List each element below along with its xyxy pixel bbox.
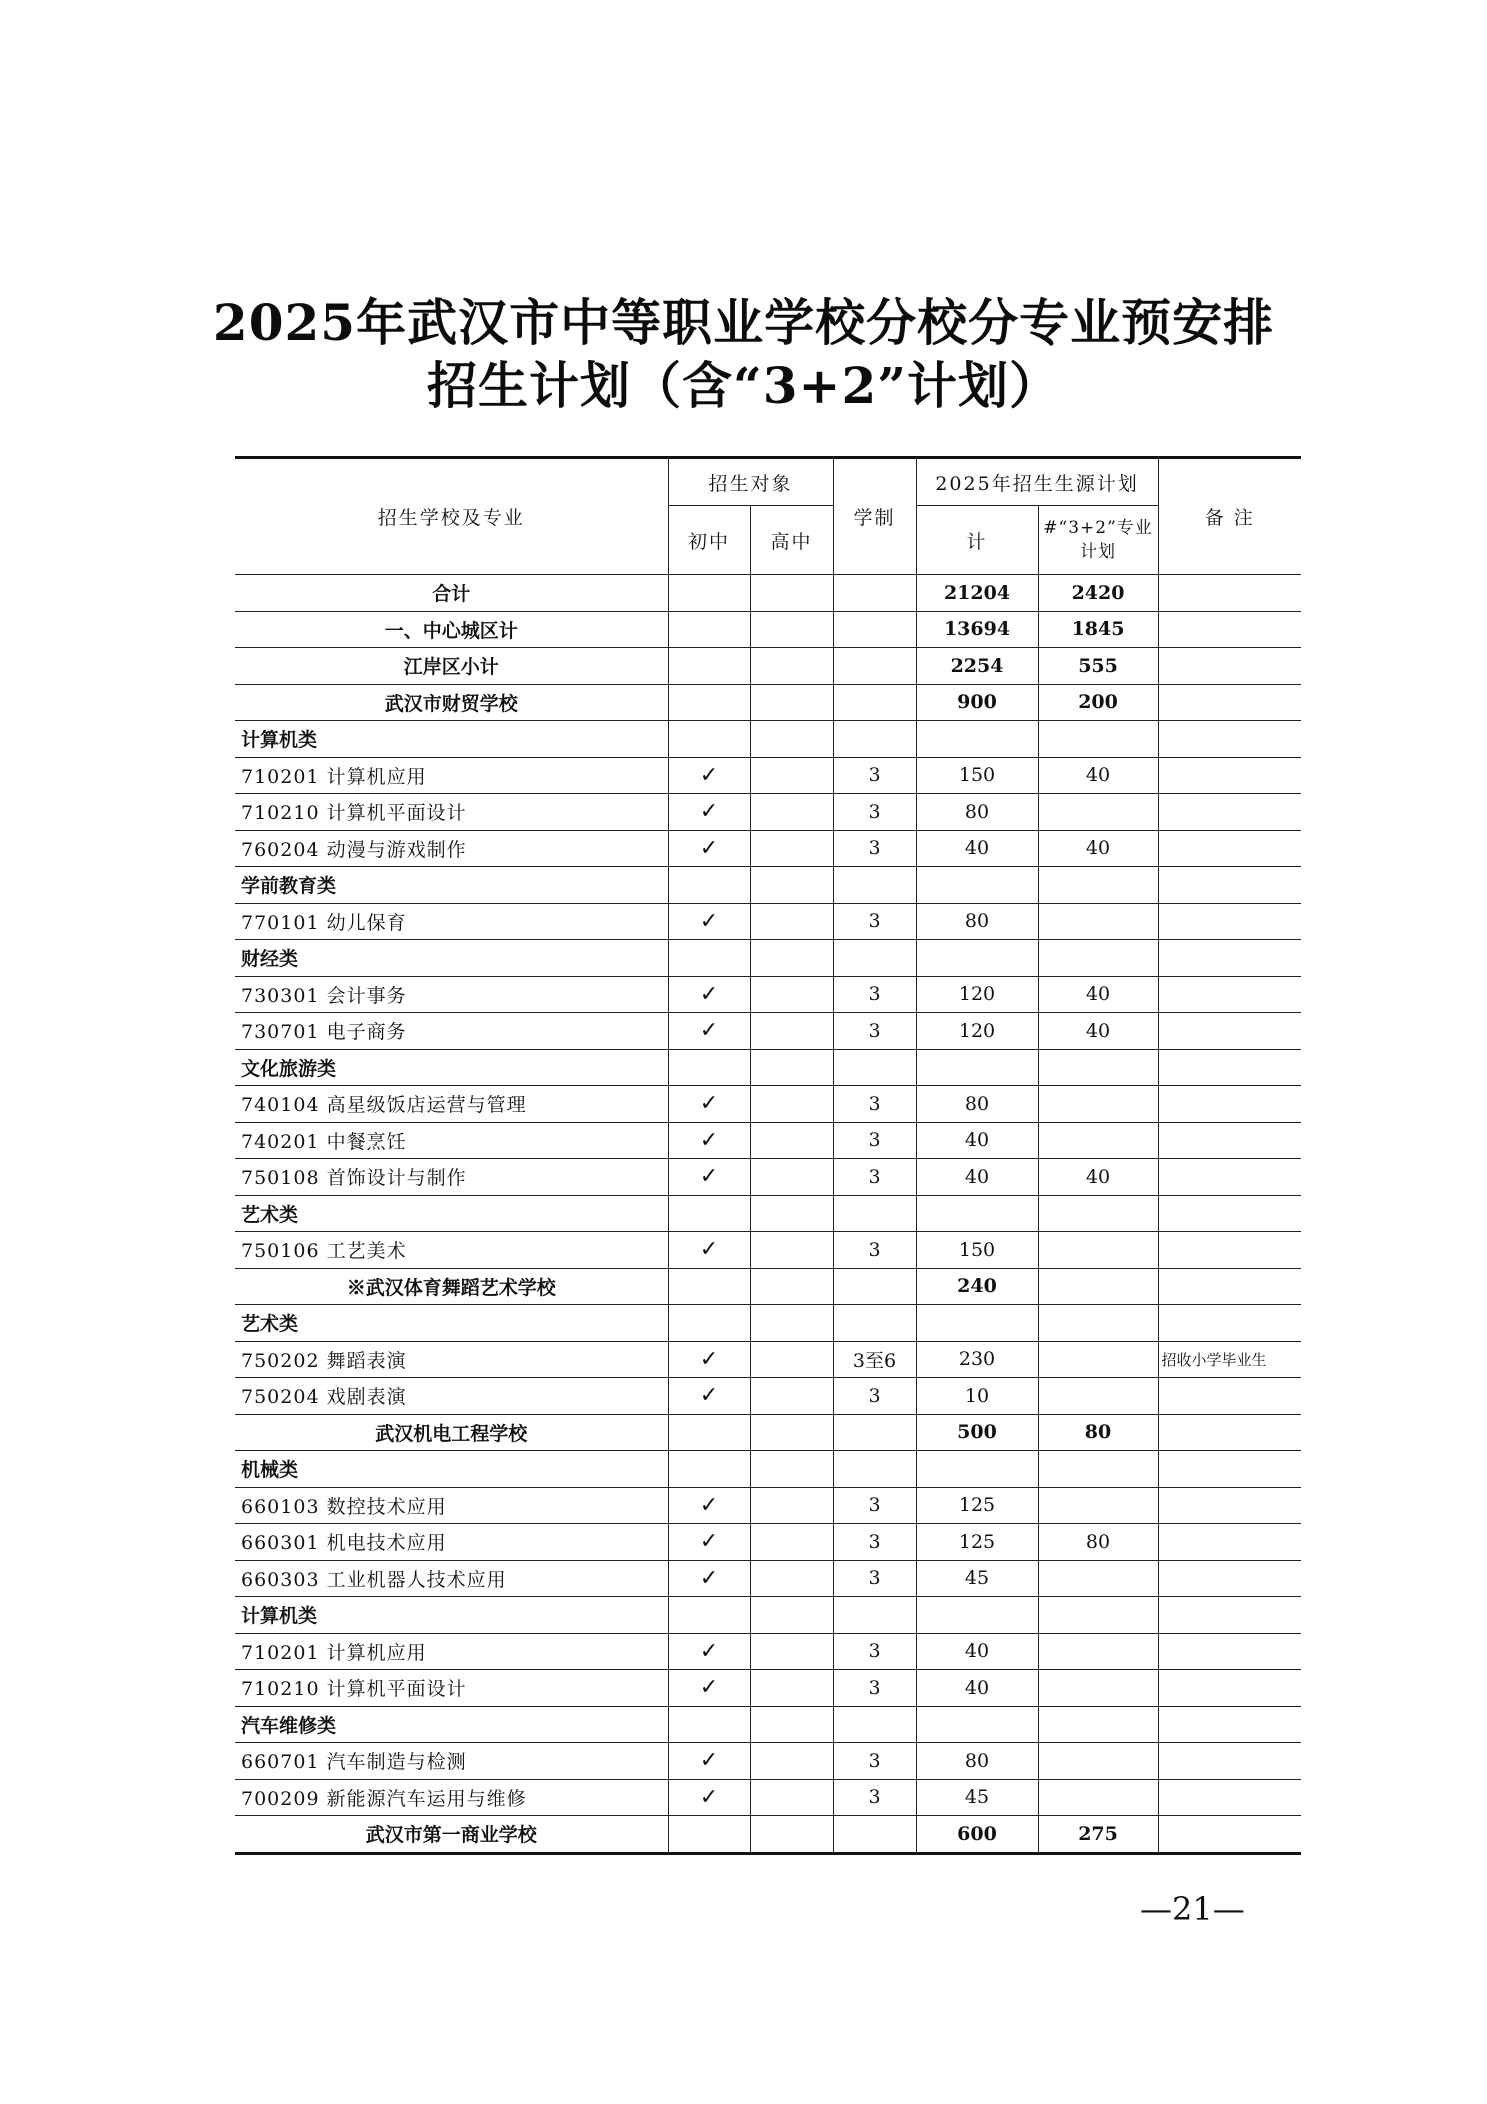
cell-years: 3 [833, 1232, 916, 1269]
cell-plan32 [1038, 903, 1158, 940]
cell-senior [750, 1487, 833, 1524]
row-name: 710201 计算机应用 [235, 757, 668, 794]
cell-plan32 [1038, 1706, 1158, 1743]
table-row-major [235, 794, 1301, 831]
cell-junior: ✓ [668, 1013, 750, 1050]
cell-senior [750, 903, 833, 940]
cell-remark [1158, 940, 1301, 977]
cell-remark [1158, 1049, 1301, 1086]
cell-plan32 [1038, 1268, 1158, 1305]
cell-plan32 [1038, 1378, 1158, 1415]
cell-total: 40 [916, 1670, 1038, 1707]
cell-years: 3 [833, 1159, 916, 1196]
row-name: 机械类 [235, 1451, 668, 1488]
cell-total: 40 [916, 1159, 1038, 1196]
table-row-category [235, 1305, 1301, 1342]
cell-remark [1158, 867, 1301, 904]
table-row-major [235, 1524, 1301, 1561]
cell-junior [668, 940, 750, 977]
cell-junior: ✓ [668, 1670, 750, 1707]
table-row-summary [235, 648, 1301, 685]
table-row-summary [235, 611, 1301, 648]
cell-total [916, 1195, 1038, 1232]
table-row-major [235, 1633, 1301, 1670]
table-row-category [235, 1049, 1301, 1086]
cell-plan32 [1038, 1451, 1158, 1488]
cell-total [916, 1305, 1038, 1342]
cell-junior: ✓ [668, 976, 750, 1013]
cell-senior [750, 1524, 833, 1561]
cell-junior [668, 1305, 750, 1342]
cell-remark [1158, 1779, 1301, 1816]
header-junior: 初中 [668, 506, 750, 575]
cell-total: 80 [916, 794, 1038, 831]
cell-senior [750, 940, 833, 977]
row-name: 艺术类 [235, 1195, 668, 1232]
table-row-summary [235, 684, 1301, 721]
cell-senior [750, 794, 833, 831]
cell-plan32 [1038, 1086, 1158, 1123]
cell-junior: ✓ [668, 1086, 750, 1123]
table-row-major [235, 1487, 1301, 1524]
page-number: —21— [1140, 1890, 1245, 1928]
table-row-category [235, 1451, 1301, 1488]
table-row-category [235, 940, 1301, 977]
cell-total [916, 1049, 1038, 1086]
row-name: 学前教育类 [235, 867, 668, 904]
row-name: 汽车维修类 [235, 1706, 668, 1743]
cell-senior [750, 1816, 833, 1854]
cell-plan32: 275 [1038, 1816, 1158, 1854]
cell-plan32 [1038, 1487, 1158, 1524]
cell-senior [750, 721, 833, 758]
cell-plan32 [1038, 1049, 1158, 1086]
cell-junior: ✓ [668, 794, 750, 831]
cell-plan32 [1038, 1122, 1158, 1159]
header-target: 招生对象 [668, 458, 833, 506]
cell-remark [1158, 794, 1301, 831]
table-row-major [235, 1013, 1301, 1050]
cell-plan32: 40 [1038, 1159, 1158, 1196]
cell-senior [750, 976, 833, 1013]
cell-years [833, 721, 916, 758]
cell-senior [750, 1451, 833, 1488]
cell-remark [1158, 757, 1301, 794]
row-name: 740104 高星级饭店运营与管理 [235, 1086, 668, 1123]
cell-senior [750, 1049, 833, 1086]
cell-remark [1158, 611, 1301, 648]
cell-total: 120 [916, 1013, 1038, 1050]
table-row-category [235, 1195, 1301, 1232]
cell-senior [750, 684, 833, 721]
cell-remark [1158, 1414, 1301, 1451]
cell-remark [1158, 1451, 1301, 1488]
cell-plan32 [1038, 1341, 1158, 1378]
table-row-category [235, 721, 1301, 758]
cell-years [833, 1706, 916, 1743]
cell-plan32 [1038, 721, 1158, 758]
cell-plan32: 80 [1038, 1414, 1158, 1451]
cell-years [833, 1414, 916, 1451]
row-name: 740201 中餐烹饪 [235, 1122, 668, 1159]
row-name: ※武汉体育舞蹈艺术学校 [235, 1268, 668, 1305]
table-body [235, 575, 1301, 1854]
cell-senior [750, 1232, 833, 1269]
table-row-major [235, 1341, 1301, 1378]
table-row-major [235, 1670, 1301, 1707]
cell-total [916, 940, 1038, 977]
table-row-major [235, 1779, 1301, 1816]
cell-senior [750, 830, 833, 867]
cell-total: 80 [916, 903, 1038, 940]
cell-total: 10 [916, 1378, 1038, 1415]
cell-senior [750, 575, 833, 612]
cell-junior [668, 1597, 750, 1634]
row-name: 700209 新能源汽车运用与维修 [235, 1779, 668, 1816]
table-row-major [235, 1378, 1301, 1415]
cell-years [833, 867, 916, 904]
cell-years: 3 [833, 794, 916, 831]
cell-total: 150 [916, 1232, 1038, 1269]
cell-remark [1158, 1597, 1301, 1634]
cell-remark [1158, 1378, 1301, 1415]
cell-senior [750, 1086, 833, 1123]
cell-years [833, 684, 916, 721]
row-name: 760204 动漫与游戏制作 [235, 830, 668, 867]
cell-plan32 [1038, 1232, 1158, 1269]
cell-plan32 [1038, 794, 1158, 831]
cell-remark [1158, 1560, 1301, 1597]
cell-years: 3 [833, 1743, 916, 1780]
cell-plan32 [1038, 1305, 1158, 1342]
row-name: 750204 戏剧表演 [235, 1378, 668, 1415]
table-row-summary [235, 1414, 1301, 1451]
cell-junior: ✓ [668, 1378, 750, 1415]
table-row-major [235, 1086, 1301, 1123]
cell-years: 3 [833, 1524, 916, 1561]
cell-years: 3 [833, 1560, 916, 1597]
cell-remark [1158, 721, 1301, 758]
cell-plan32 [1038, 1195, 1158, 1232]
header-school-major: 招生学校及专业 [235, 458, 668, 575]
header-plan-32 [1038, 506, 1158, 575]
cell-junior: ✓ [668, 1560, 750, 1597]
cell-plan32: 555 [1038, 648, 1158, 685]
cell-junior: ✓ [668, 1524, 750, 1561]
cell-senior [750, 1706, 833, 1743]
row-name: 一、中心城区计 [235, 611, 668, 648]
table-row-major [235, 903, 1301, 940]
cell-junior: ✓ [668, 1487, 750, 1524]
document-title-line-2: 招生计划（含“3+2”计划） [427, 356, 1060, 415]
row-name: 750108 首饰设计与制作 [235, 1159, 668, 1196]
cell-total: 125 [916, 1524, 1038, 1561]
cell-plan32 [1038, 1560, 1158, 1597]
cell-total: 40 [916, 1633, 1038, 1670]
cell-total: 45 [916, 1779, 1038, 1816]
cell-junior: ✓ [668, 1159, 750, 1196]
cell-junior [668, 1414, 750, 1451]
row-name: 750202 舞蹈表演 [235, 1341, 668, 1378]
cell-junior: ✓ [668, 830, 750, 867]
cell-junior: ✓ [668, 903, 750, 940]
header-duration: 学制 [833, 458, 916, 575]
cell-plan32 [1038, 1779, 1158, 1816]
cell-remark [1158, 830, 1301, 867]
cell-senior [750, 1013, 833, 1050]
header-total: 计 [916, 506, 1038, 575]
cell-total: 600 [916, 1816, 1038, 1854]
cell-senior [750, 1122, 833, 1159]
cell-senior [750, 648, 833, 685]
cell-plan32 [1038, 940, 1158, 977]
cell-total [916, 1706, 1038, 1743]
cell-years [833, 648, 916, 685]
cell-remark [1158, 1122, 1301, 1159]
cell-remark [1158, 1816, 1301, 1854]
cell-junior: ✓ [668, 1779, 750, 1816]
cell-total: 240 [916, 1268, 1038, 1305]
cell-total: 125 [916, 1487, 1038, 1524]
table-row-major [235, 1159, 1301, 1196]
cell-years [833, 1268, 916, 1305]
cell-remark: 招收小学毕业生 [1158, 1341, 1301, 1378]
table-row-major [235, 1232, 1301, 1269]
cell-total: 21204 [916, 575, 1038, 612]
cell-junior [668, 611, 750, 648]
header-senior: 高中 [750, 506, 833, 575]
cell-senior [750, 1378, 833, 1415]
cell-remark [1158, 903, 1301, 940]
row-name: 710201 计算机应用 [235, 1633, 668, 1670]
cell-total: 500 [916, 1414, 1038, 1451]
cell-remark [1158, 1232, 1301, 1269]
cell-senior [750, 1633, 833, 1670]
table-row-major [235, 757, 1301, 794]
cell-junior: ✓ [668, 1743, 750, 1780]
cell-years: 3 [833, 1633, 916, 1670]
cell-senior [750, 611, 833, 648]
cell-remark [1158, 684, 1301, 721]
cell-remark [1158, 1013, 1301, 1050]
cell-years [833, 940, 916, 977]
cell-senior [750, 1414, 833, 1451]
row-name: 710210 计算机平面设计 [235, 1670, 668, 1707]
row-name: 730701 电子商务 [235, 1013, 668, 1050]
cell-total: 2254 [916, 648, 1038, 685]
cell-junior [668, 1816, 750, 1854]
cell-years [833, 1816, 916, 1854]
cell-plan32 [1038, 1670, 1158, 1707]
cell-plan32: 80 [1038, 1524, 1158, 1561]
cell-junior [668, 648, 750, 685]
cell-senior [750, 1195, 833, 1232]
row-name: 710210 计算机平面设计 [235, 794, 668, 831]
cell-total: 120 [916, 976, 1038, 1013]
table-row-category [235, 867, 1301, 904]
cell-senior [750, 867, 833, 904]
cell-years [833, 1597, 916, 1634]
cell-years: 3至6 [833, 1341, 916, 1378]
cell-senior [750, 1779, 833, 1816]
header-plan-32-line1: #“3+2”专业 [1043, 518, 1153, 538]
cell-plan32: 40 [1038, 757, 1158, 794]
cell-remark [1158, 1670, 1301, 1707]
cell-years [833, 1195, 916, 1232]
cell-remark [1158, 1195, 1301, 1232]
cell-junior [668, 1268, 750, 1305]
row-name: 财经类 [235, 940, 668, 977]
cell-total: 45 [916, 1560, 1038, 1597]
enrollment-plan-table [235, 456, 1301, 1855]
cell-remark [1158, 1159, 1301, 1196]
cell-years: 3 [833, 1670, 916, 1707]
cell-junior [668, 1195, 750, 1232]
cell-junior: ✓ [668, 757, 750, 794]
cell-total [916, 1597, 1038, 1634]
row-name: 750106 工艺美术 [235, 1232, 668, 1269]
cell-junior [668, 1049, 750, 1086]
cell-junior [668, 1706, 750, 1743]
cell-senior [750, 757, 833, 794]
cell-years: 3 [833, 1487, 916, 1524]
cell-remark [1158, 1487, 1301, 1524]
cell-total: 80 [916, 1743, 1038, 1780]
cell-junior [668, 684, 750, 721]
cell-junior [668, 575, 750, 612]
cell-plan32: 40 [1038, 1013, 1158, 1050]
table-row-summary [235, 1816, 1301, 1854]
cell-plan32: 40 [1038, 976, 1158, 1013]
cell-years: 3 [833, 1086, 916, 1123]
row-name: 660103 数控技术应用 [235, 1487, 668, 1524]
cell-total: 40 [916, 830, 1038, 867]
cell-senior [750, 1268, 833, 1305]
cell-years: 3 [833, 1378, 916, 1415]
cell-junior: ✓ [668, 1122, 750, 1159]
row-name: 武汉市财贸学校 [235, 684, 668, 721]
cell-years: 3 [833, 976, 916, 1013]
cell-remark [1158, 1706, 1301, 1743]
cell-years: 3 [833, 1779, 916, 1816]
cell-years [833, 1049, 916, 1086]
row-name: 660301 机电技术应用 [235, 1524, 668, 1561]
header-plan-2025: 2025年招生生源计划 [916, 458, 1158, 506]
cell-total: 230 [916, 1341, 1038, 1378]
table-row-summary [235, 1268, 1301, 1305]
cell-senior [750, 1341, 833, 1378]
table-row-category [235, 1597, 1301, 1634]
cell-years: 3 [833, 1122, 916, 1159]
cell-senior [750, 1305, 833, 1342]
cell-plan32: 200 [1038, 684, 1158, 721]
cell-remark [1158, 1268, 1301, 1305]
cell-junior: ✓ [668, 1633, 750, 1670]
cell-remark [1158, 648, 1301, 685]
cell-years: 3 [833, 903, 916, 940]
table-row-major [235, 1743, 1301, 1780]
table-row-major [235, 976, 1301, 1013]
cell-plan32 [1038, 867, 1158, 904]
cell-total [916, 721, 1038, 758]
row-name: 文化旅游类 [235, 1049, 668, 1086]
cell-plan32: 2420 [1038, 575, 1158, 612]
cell-junior [668, 721, 750, 758]
row-name: 660303 工业机器人技术应用 [235, 1560, 668, 1597]
cell-plan32 [1038, 1633, 1158, 1670]
row-name: 计算机类 [235, 721, 668, 758]
table-row-major [235, 1122, 1301, 1159]
cell-plan32: 40 [1038, 830, 1158, 867]
cell-years [833, 575, 916, 612]
row-name: 江岸区小计 [235, 648, 668, 685]
cell-senior [750, 1159, 833, 1196]
row-name: 计算机类 [235, 1597, 668, 1634]
cell-plan32 [1038, 1597, 1158, 1634]
cell-junior [668, 867, 750, 904]
cell-total: 40 [916, 1122, 1038, 1159]
cell-senior [750, 1560, 833, 1597]
cell-years [833, 1305, 916, 1342]
table-row-category [235, 1706, 1301, 1743]
cell-remark [1158, 575, 1301, 612]
cell-remark [1158, 1086, 1301, 1123]
table-row-major [235, 830, 1301, 867]
cell-remark [1158, 976, 1301, 1013]
cell-total: 900 [916, 684, 1038, 721]
cell-plan32: 1845 [1038, 611, 1158, 648]
cell-senior [750, 1597, 833, 1634]
table-row-major [235, 1560, 1301, 1597]
header-plan-32-line2: 计划 [1080, 542, 1117, 562]
document-title-line-1: 2025年武汉市中等职业学校分校分专业预安排 [212, 293, 1275, 352]
row-name: 武汉市第一商业学校 [235, 1816, 668, 1854]
table-row-summary [235, 575, 1301, 612]
cell-years [833, 611, 916, 648]
cell-remark [1158, 1305, 1301, 1342]
cell-junior [668, 1451, 750, 1488]
cell-years: 3 [833, 830, 916, 867]
cell-junior: ✓ [668, 1341, 750, 1378]
cell-remark [1158, 1524, 1301, 1561]
cell-plan32 [1038, 1743, 1158, 1780]
row-name: 770101 幼儿保育 [235, 903, 668, 940]
cell-total: 80 [916, 1086, 1038, 1123]
cell-junior: ✓ [668, 1232, 750, 1269]
cell-senior [750, 1670, 833, 1707]
cell-years: 3 [833, 1013, 916, 1050]
cell-years [833, 1451, 916, 1488]
row-name: 艺术类 [235, 1305, 668, 1342]
cell-total: 13694 [916, 611, 1038, 648]
header-remarks: 备 注 [1158, 458, 1301, 575]
row-name: 合计 [235, 575, 668, 612]
row-name: 660701 汽车制造与检测 [235, 1743, 668, 1780]
cell-years: 3 [833, 757, 916, 794]
cell-total [916, 867, 1038, 904]
cell-remark [1158, 1633, 1301, 1670]
row-name: 730301 会计事务 [235, 976, 668, 1013]
cell-remark [1158, 1743, 1301, 1780]
cell-senior [750, 1743, 833, 1780]
cell-total: 150 [916, 757, 1038, 794]
row-name: 武汉机电工程学校 [235, 1414, 668, 1451]
cell-total [916, 1451, 1038, 1488]
